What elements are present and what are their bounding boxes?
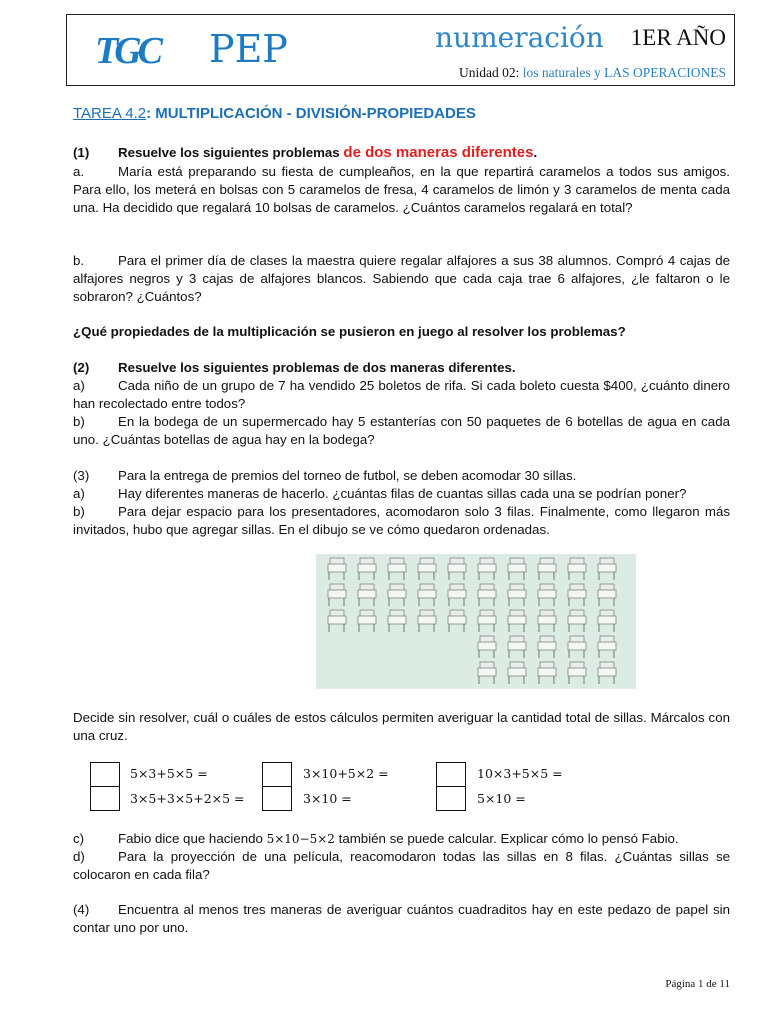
q1-number: (1) xyxy=(73,145,90,160)
task-title xyxy=(73,105,476,122)
q1-b-text: Para el primer día de clases la maestra quiere regalar alfajores a sus 38 alumnos. Compró 4 cajas de alfajores negros y 3 cajas de alfajores blancos. Sabiendo que cada caja trae 6 alfajores, ¿le faltaron o le sobraron? ¿Cuántos? xyxy=(73,253,730,304)
option-expr-6: 5×10 = xyxy=(477,791,526,806)
grade-label: 1ER AÑO xyxy=(630,25,726,50)
option-checkbox-1[interactable] xyxy=(90,762,120,787)
chair xyxy=(478,610,496,632)
q4-number: (4) xyxy=(73,902,90,917)
option-checkbox-3[interactable] xyxy=(262,762,292,787)
q3-d-label: d) xyxy=(73,849,85,864)
q2-b-text: En la bodega de un supermercado hay 5 estanterías con 50 paquetes de 6 botellas de agua en cada uno. ¿Cuántas botellas de agua hay en la bodega? xyxy=(73,414,730,447)
q1-a xyxy=(73,163,730,217)
q2-heading-text: Resuelve los siguientes problemas de dos maneras diferentes. xyxy=(118,360,516,375)
q2-b xyxy=(73,413,730,449)
chair xyxy=(538,662,556,684)
option-expr-5: 10×3+5×5 = xyxy=(477,766,563,781)
chair xyxy=(418,610,436,632)
header-box xyxy=(66,14,735,86)
chair xyxy=(568,610,586,632)
chair xyxy=(598,610,616,632)
chair xyxy=(478,584,496,606)
topic-title: numeración xyxy=(435,21,604,54)
chair xyxy=(568,558,586,580)
q3-c-expr: 5×10−5×2 xyxy=(266,832,335,846)
chair xyxy=(478,636,496,658)
q2-number: (2) xyxy=(73,360,90,375)
q3-number: (3) xyxy=(73,468,90,483)
chair xyxy=(538,636,556,658)
q3-a xyxy=(73,485,730,503)
q1-heading-dot: . xyxy=(533,145,538,160)
q1-b-label: b. xyxy=(73,253,85,268)
page-footer: Página 1 de 11 xyxy=(665,978,730,990)
q3-a-label: a) xyxy=(73,486,85,501)
option-checkbox-5[interactable] xyxy=(436,762,466,787)
q3-intro-text: Para la entrega de premios del torneo de futbol, se deben acomodar 30 sillas. xyxy=(118,468,577,483)
chair xyxy=(598,584,616,606)
q4 xyxy=(73,901,730,937)
option-checkbox-6[interactable] xyxy=(436,786,466,811)
chair xyxy=(358,610,376,632)
q3-b-label: b) xyxy=(73,504,85,519)
chair xyxy=(328,610,346,632)
q2-heading xyxy=(73,359,730,377)
chair xyxy=(508,584,526,606)
chair xyxy=(508,636,526,658)
chair xyxy=(568,662,586,684)
unit-label: Unidad 02: xyxy=(459,65,520,80)
chair xyxy=(328,584,346,606)
chair xyxy=(478,558,496,580)
chair xyxy=(568,636,586,658)
q1-a-label: a. xyxy=(73,164,85,179)
chair xyxy=(358,584,376,606)
chair xyxy=(478,662,496,684)
q2-a-label: a) xyxy=(73,378,85,393)
task-code: TAREA 4.2 xyxy=(73,105,147,122)
q3-c-pre: Fabio dice que haciendo xyxy=(118,831,267,846)
chair xyxy=(388,610,406,632)
program-title: PEP xyxy=(209,27,288,71)
q3-d-text: Para la proyección de una película, reacomodaron todas las sillas en 8 filas. ¿Cuántas sillas se colocaron en cada fila? xyxy=(73,849,730,882)
chair xyxy=(418,558,436,580)
chairs-illustration xyxy=(316,554,636,689)
q3-d xyxy=(73,848,730,884)
tgc-logo xyxy=(95,29,159,73)
chair xyxy=(388,584,406,606)
chair xyxy=(388,558,406,580)
q3-b xyxy=(73,503,730,539)
chair xyxy=(538,558,556,580)
unit-title: los naturales y LAS OPERACIONES xyxy=(522,65,726,80)
task-sep: : xyxy=(146,105,156,122)
option-expr-2: 3×5+3×5+2×5 = xyxy=(130,791,245,806)
q3-decide: Decide sin resolver, cuál o cuáles de estos cálculos permiten averiguar la cantidad total de sillas. Márcalos con una cruz. xyxy=(73,710,730,743)
q2-b-label: b) xyxy=(73,414,85,429)
option-expr-1: 5×3+5×5 = xyxy=(130,766,208,781)
q1-question: ¿Qué propiedades de la multiplicación se pusieron en juego al resolver los problemas? xyxy=(73,324,626,339)
q1-heading-text: Resuelve los siguientes problemas xyxy=(118,145,344,160)
task-heading: MULTIPLICACIÓN - DIVISIÓN-PROPIEDADES xyxy=(155,105,476,122)
chair xyxy=(448,558,466,580)
q4-text: Encuentra al menos tres maneras de averiguar cuántos cuadraditos hay en este pedazo de papel sin contar uno por uno. xyxy=(73,902,730,935)
unit-line xyxy=(459,65,726,81)
chair xyxy=(418,584,436,606)
q3-c-label: c) xyxy=(73,831,85,846)
chair xyxy=(568,584,586,606)
option-expr-4: 3×10 = xyxy=(303,791,352,806)
chair xyxy=(598,558,616,580)
chair xyxy=(448,610,466,632)
q3-b-text: Para dejar espacio para los presentadores, acomodaron solo 3 filas. Finalmente, como llegaron más invitados, hubo que agregar sillas. En el dibujo se ve cómo quedaron ordenadas. xyxy=(73,504,730,537)
chair xyxy=(538,610,556,632)
chair xyxy=(598,662,616,684)
q3-intro xyxy=(73,467,730,485)
chair xyxy=(508,558,526,580)
option-checkbox-2[interactable] xyxy=(90,786,120,811)
q1-heading xyxy=(73,144,730,162)
q1-b xyxy=(73,252,730,306)
q3-a-text: Hay diferentes maneras de hacerlo. ¿cuántas filas de cuantas sillas cada una se podrían poner? xyxy=(118,486,687,501)
chair xyxy=(508,662,526,684)
option-expr-3: 3×10+5×2 = xyxy=(303,766,389,781)
q2-a-text: Cada niño de un grupo de 7 ha vendido 25 boletos de rifa. Si cada boleto cuesta $400, ¿cuánto dinero han recolectado entre todos? xyxy=(73,378,730,411)
chair xyxy=(598,636,616,658)
option-checkbox-4[interactable] xyxy=(262,786,292,811)
chair xyxy=(448,584,466,606)
chair xyxy=(508,610,526,632)
q1-a-text: María está preparando su fiesta de cumpleaños, en la que repartirá caramelos a todos sus amigos. Para ello, los meterá en bolsas con 5 caramelos de fresa, 4 caramelos de limón y 3 caramelos de menta cada una. Ha decidido que regalará 10 bolsas de caramelos. ¿Cuántos caramelos regalará en total? xyxy=(73,164,730,215)
chair xyxy=(538,584,556,606)
chairs-drawing xyxy=(316,554,636,689)
chair xyxy=(328,558,346,580)
q2-a xyxy=(73,377,730,413)
chair xyxy=(358,558,376,580)
q3-c xyxy=(73,830,730,848)
logo-text: TGC xyxy=(95,30,159,72)
q1-heading-red: de dos maneras diferentes xyxy=(343,144,534,161)
q3-c-post: también se puede calcular. Explicar cómo lo pensó Fabio. xyxy=(334,831,679,846)
